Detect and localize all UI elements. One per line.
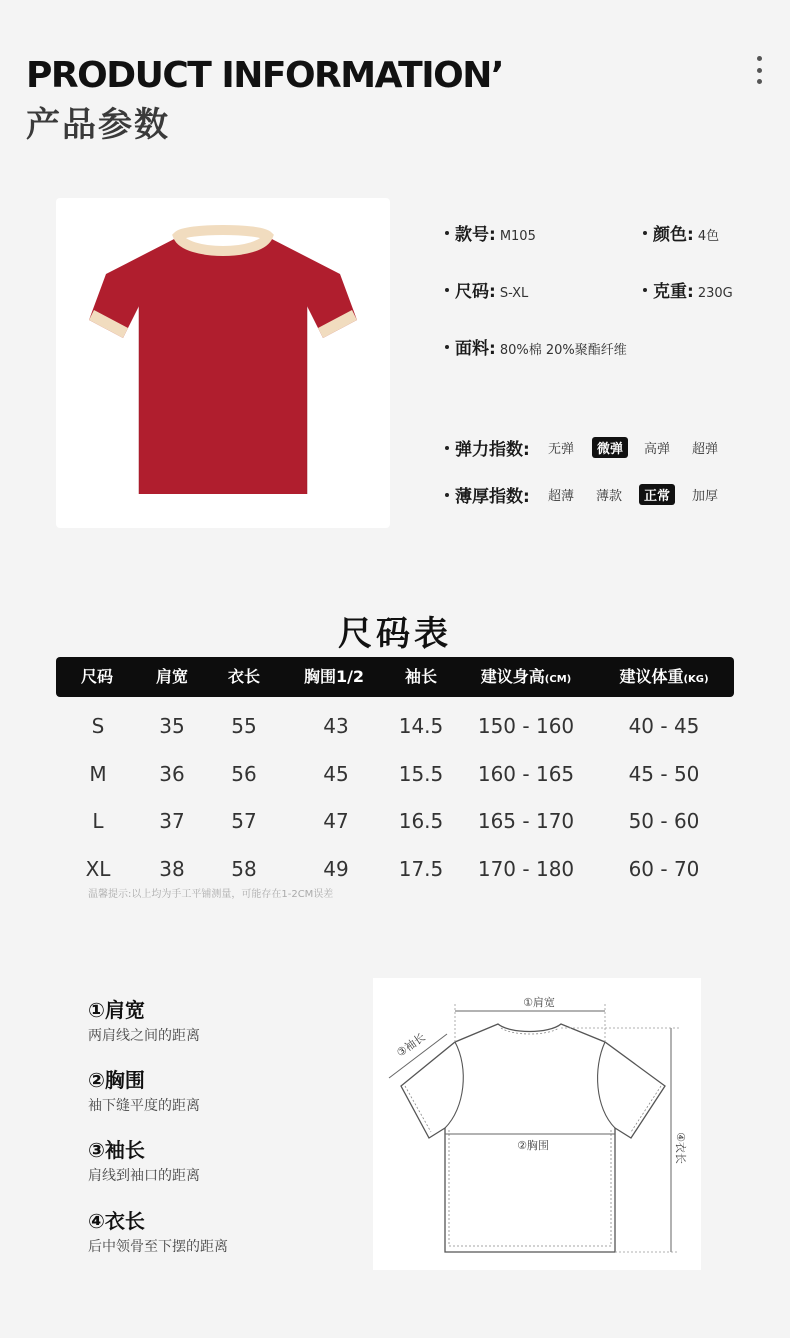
spec-fabric bbox=[445, 334, 627, 359]
cell-sleeve: 17.5 bbox=[398, 857, 444, 881]
cell-weight: 50 - 60 bbox=[628, 809, 700, 833]
cell-height: 160 - 165 bbox=[477, 762, 575, 786]
spec-weight-label: 克重: bbox=[653, 282, 694, 302]
th-height bbox=[456, 657, 596, 697]
cell-size: L bbox=[92, 809, 104, 833]
spec-color-value: 4色 bbox=[697, 229, 720, 244]
product-image-card bbox=[56, 198, 390, 528]
diagram-shoulder-label: ①肩宽 bbox=[523, 996, 555, 1009]
tshirt-body bbox=[89, 236, 357, 494]
diagram-shirt-outline bbox=[401, 1024, 665, 1252]
thickness-label bbox=[445, 482, 530, 507]
elasticity-label-text: 弹力指数: bbox=[455, 440, 530, 460]
spec-weight-value: 230G bbox=[697, 286, 733, 301]
elasticity-label bbox=[445, 435, 530, 460]
guide-sleeve-desc: 肩线到袖口的距离 bbox=[88, 1168, 200, 1184]
cell-length: 56 bbox=[231, 762, 257, 786]
cell-sleeve: 15.5 bbox=[398, 762, 444, 786]
th-weight-label: 建议体重 bbox=[619, 667, 684, 686]
th-weight bbox=[596, 657, 732, 697]
cell-weight: 45 - 50 bbox=[628, 762, 700, 786]
th-size: 尺码 bbox=[80, 667, 113, 686]
cell-length: 58 bbox=[231, 857, 257, 881]
cell-chest: 49 bbox=[323, 857, 349, 881]
elasticity-option-high: 高弹 bbox=[644, 442, 671, 457]
th-height-label: 建议身高 bbox=[480, 667, 545, 686]
neck-label bbox=[216, 240, 230, 245]
cell-chest: 43 bbox=[323, 714, 349, 738]
spec-color-label: 颜色: bbox=[653, 225, 694, 245]
th-length: 衣长 bbox=[227, 667, 260, 686]
spec-fabric-value: 80%棉 20%聚酯纤维 bbox=[499, 343, 627, 358]
cell-length: 55 bbox=[231, 714, 257, 738]
diagram-chest-label: ②胸围 bbox=[517, 1139, 549, 1152]
cell-height: 170 - 180 bbox=[477, 857, 575, 881]
th-height-unit: (CM) bbox=[544, 674, 572, 685]
cell-size: XL bbox=[85, 857, 111, 881]
thickness-option-thin: 薄款 bbox=[596, 489, 623, 504]
cell-sleeve: 14.5 bbox=[398, 714, 444, 738]
measurement-diagram-card bbox=[373, 978, 701, 1270]
page-title-cn: 产品参数 bbox=[26, 105, 170, 145]
cell-shoulder: 38 bbox=[159, 857, 185, 881]
guide-shoulder-title: ①肩宽 bbox=[88, 998, 145, 1022]
spec-size-label: 尺码: bbox=[455, 282, 496, 302]
cell-size: M bbox=[89, 762, 107, 786]
cell-chest: 45 bbox=[323, 762, 349, 786]
cell-shoulder: 37 bbox=[159, 809, 185, 833]
thickness-option-normal-selected: 正常 bbox=[639, 484, 675, 505]
size-table-title: 尺码表 bbox=[338, 614, 452, 654]
tshirt-illustration bbox=[56, 198, 390, 528]
cell-sleeve: 16.5 bbox=[398, 809, 444, 833]
diagram-length-label: ④衣长 bbox=[674, 1132, 687, 1164]
cell-length: 57 bbox=[231, 809, 257, 833]
page-title-en: PRODUCT INFORMATION’ bbox=[26, 55, 504, 96]
spec-style-label: 款号: bbox=[455, 225, 496, 245]
spec-color bbox=[643, 220, 719, 245]
cell-shoulder: 35 bbox=[159, 714, 185, 738]
spec-size-value: S-XL bbox=[499, 286, 529, 301]
thickness-label-text: 薄厚指数: bbox=[455, 487, 530, 507]
th-chest: 胸围1/2 bbox=[303, 667, 365, 686]
cell-height: 150 - 160 bbox=[477, 714, 575, 738]
size-table-header bbox=[56, 657, 734, 697]
cell-chest: 47 bbox=[323, 809, 349, 833]
measurement-diagram bbox=[373, 978, 701, 1270]
spec-fabric-label: 面料: bbox=[455, 339, 496, 359]
cell-shoulder: 36 bbox=[159, 762, 185, 786]
cell-height: 165 - 170 bbox=[477, 809, 575, 833]
cell-weight: 40 - 45 bbox=[628, 714, 700, 738]
elasticity-option-super: 超弹 bbox=[692, 442, 719, 457]
spec-style bbox=[445, 220, 536, 245]
guide-length-title: ④衣长 bbox=[88, 1209, 145, 1233]
elasticity-option-slight-selected: 微弹 bbox=[592, 437, 628, 458]
guide-chest-desc: 袖下缝平度的距离 bbox=[88, 1098, 200, 1114]
more-menu-icon[interactable] bbox=[752, 56, 766, 84]
guide-sleeve-title: ③袖长 bbox=[88, 1138, 145, 1162]
spec-size bbox=[445, 277, 528, 302]
elasticity-option-none: 无弹 bbox=[548, 442, 575, 457]
th-sleeve: 袖长 bbox=[404, 667, 437, 686]
diagram-sleeve-label: ③袖长 bbox=[394, 1030, 428, 1060]
guide-length-desc: 后中领骨至下摆的距离 bbox=[88, 1239, 228, 1255]
measurement-tip: 温馨提示:以上均为手工平铺测量，可能存在1-2CM误差 bbox=[88, 889, 334, 900]
spec-weight bbox=[643, 277, 733, 302]
th-weight-unit: (KG) bbox=[683, 674, 709, 685]
cell-size: S bbox=[91, 714, 105, 738]
guide-chest-title: ②胸围 bbox=[88, 1068, 145, 1092]
th-shoulder: 肩宽 bbox=[155, 667, 188, 686]
guide-shoulder-desc: 两肩线之间的距离 bbox=[88, 1028, 200, 1044]
cell-weight: 60 - 70 bbox=[628, 857, 700, 881]
thickness-option-thick: 加厚 bbox=[692, 489, 719, 504]
thickness-option-ultra-thin: 超薄 bbox=[548, 489, 575, 504]
spec-style-value: M105 bbox=[499, 229, 536, 244]
